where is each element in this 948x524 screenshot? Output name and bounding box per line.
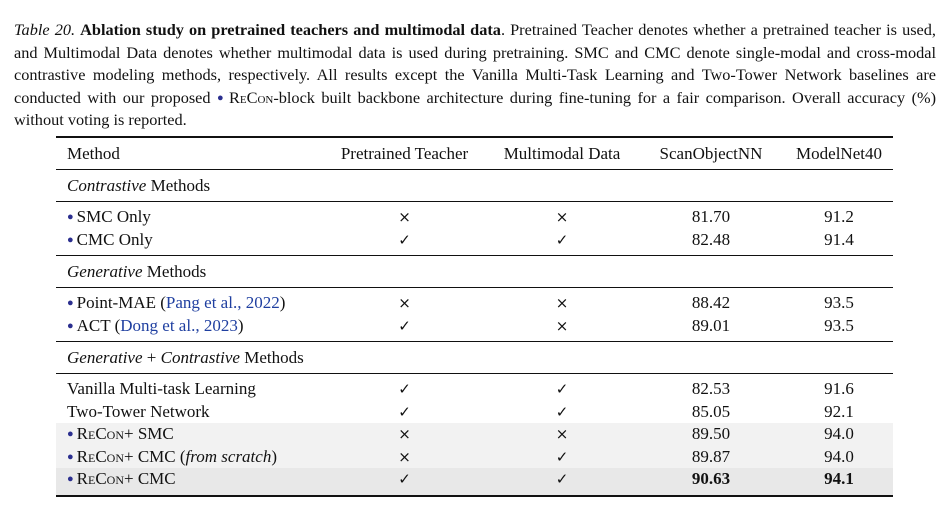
section-label bbox=[56, 170, 893, 202]
modelnet40-value: 94.0 bbox=[785, 446, 893, 469]
section-italic: Contrastive bbox=[160, 348, 240, 367]
modelnet40-value: 91.6 bbox=[824, 379, 854, 398]
method-name: Two-Tower Network bbox=[67, 401, 210, 421]
citation-link[interactable]: Dong et al., 2023 bbox=[120, 315, 238, 335]
check-icon: ✓ bbox=[555, 402, 569, 421]
modelnet40-value: 91.2 bbox=[824, 207, 854, 226]
method-name: Vanilla Multi-task Learning bbox=[67, 379, 256, 398]
cross-icon: × bbox=[322, 446, 487, 469]
method-name: SMC Only bbox=[76, 207, 151, 226]
method-name: CMC Only bbox=[76, 229, 153, 249]
table-row bbox=[56, 423, 893, 446]
header-method: Method bbox=[67, 144, 120, 163]
method-cell bbox=[56, 229, 322, 256]
method-cell bbox=[56, 202, 322, 229]
section-italic: Generative bbox=[67, 348, 143, 367]
scanobjectnn-value: 82.53 bbox=[691, 379, 731, 398]
cross-icon: × bbox=[555, 208, 569, 226]
check-icon: ✓ bbox=[555, 230, 569, 249]
method-cell bbox=[56, 315, 322, 342]
bullet-icon: ● bbox=[67, 233, 74, 246]
section-contrastive bbox=[56, 170, 893, 202]
bullet-icon: ● bbox=[67, 211, 74, 223]
cross-icon: × bbox=[398, 208, 411, 226]
table-row bbox=[56, 401, 893, 424]
header-multimodal: Multimodal Data bbox=[503, 144, 621, 163]
check-icon: ✓ bbox=[398, 402, 411, 421]
header-modelnet40: ModelNet40 bbox=[796, 144, 882, 163]
recon-name: ReCon bbox=[76, 446, 124, 466]
header-teacher: Pretrained Teacher bbox=[340, 144, 469, 163]
ablation-table bbox=[56, 136, 893, 497]
bullet-icon: ● bbox=[67, 450, 74, 463]
modelnet40-value: 94.0 bbox=[785, 423, 893, 446]
citation-link[interactable]: Pang et al., 2022 bbox=[165, 293, 280, 312]
check-icon: ✓ bbox=[487, 468, 637, 496]
section-italic: Contrastive bbox=[67, 176, 147, 195]
scanobjectnn-value: 89.50 bbox=[637, 423, 785, 446]
bullet-icon: ● bbox=[67, 428, 74, 440]
table-row bbox=[56, 374, 893, 401]
recon-name: ReCon bbox=[76, 469, 124, 488]
cross-icon: × bbox=[398, 294, 411, 312]
section-label bbox=[56, 342, 893, 374]
cross-icon: × bbox=[487, 423, 637, 446]
method-name: + SMC bbox=[124, 424, 174, 443]
section-plus: + bbox=[142, 348, 161, 367]
section-italic: Generative bbox=[67, 262, 143, 281]
check-icon: ✓ bbox=[487, 446, 637, 469]
method-cell bbox=[56, 288, 322, 315]
check-icon: ✓ bbox=[398, 316, 411, 335]
method-close: ) bbox=[237, 315, 244, 335]
check-icon: ✓ bbox=[555, 380, 569, 398]
cross-icon: × bbox=[322, 423, 487, 446]
scanobjectnn-value: 88.42 bbox=[691, 293, 731, 312]
table-row bbox=[56, 229, 893, 256]
table-row bbox=[56, 468, 893, 496]
scanobjectnn-value: 85.05 bbox=[691, 401, 731, 421]
bullet-icon: ● bbox=[67, 319, 74, 332]
table-row bbox=[56, 202, 893, 229]
section-generative-contrastive bbox=[56, 342, 893, 374]
method-cell bbox=[56, 423, 322, 446]
caption-label: Table 20. bbox=[14, 20, 76, 39]
section-rest: Methods bbox=[239, 348, 304, 367]
section-rest: Methods bbox=[146, 176, 211, 195]
modelnet40-value: 93.5 bbox=[824, 293, 854, 312]
check-icon: ✓ bbox=[398, 380, 411, 398]
bullet-icon: ● bbox=[217, 91, 227, 104]
section-label bbox=[56, 256, 893, 288]
caption-title: Ablation study on pretrained teachers and multimodal data bbox=[80, 20, 501, 39]
method-italic: from scratch bbox=[185, 446, 272, 466]
method-name: Point-MAE ( bbox=[76, 293, 166, 312]
modelnet40-value: 91.4 bbox=[824, 229, 854, 249]
modelnet40-value: 92.1 bbox=[824, 401, 854, 421]
caption-text-2: -block built backbone architecture during fine-tuning for a fair comparison. Overall accuracy (%) without voting is reported. bbox=[14, 87, 936, 129]
section-generative bbox=[56, 256, 893, 288]
method-close: ) bbox=[279, 293, 286, 312]
scanobjectnn-value: 82.48 bbox=[691, 229, 731, 249]
table-caption bbox=[14, 19, 936, 132]
check-icon: ✓ bbox=[322, 468, 487, 496]
section-rest: Methods bbox=[142, 262, 207, 281]
table-row bbox=[56, 288, 893, 315]
check-icon: ✓ bbox=[398, 230, 411, 249]
recon-name: ReCon bbox=[76, 424, 124, 443]
scanobjectnn-value: 89.87 bbox=[637, 446, 785, 469]
scanobjectnn-value: 81.70 bbox=[691, 207, 731, 226]
scanobjectnn-value: 89.01 bbox=[691, 315, 731, 335]
method-name: ACT ( bbox=[76, 315, 121, 335]
modelnet40-value: 94.1 bbox=[785, 468, 893, 496]
bullet-icon: ● bbox=[67, 297, 74, 309]
header-row bbox=[56, 137, 893, 170]
cross-icon: × bbox=[555, 316, 569, 335]
method-name: + CMC ( bbox=[124, 446, 186, 466]
caption-text-1: . Pretrained Teacher denotes whether a pretrained teacher is used, and Multimodal Data denotes whether multimodal data is used during pretraining. SMC and CMC denote single-modal and cross-modal contrastive modeling methods, respectively. All results except the Vanilla Multi-Task Learning and Two-Tower Network baselines are conducted with our proposed bbox=[14, 20, 936, 107]
header-scanobjectnn: ScanObjectNN bbox=[659, 144, 763, 163]
modelnet40-value: 93.5 bbox=[824, 315, 854, 335]
scanobjectnn-value: 90.63 bbox=[637, 468, 785, 496]
table-row bbox=[56, 446, 893, 469]
method-cell bbox=[56, 468, 322, 496]
cross-icon: × bbox=[555, 294, 569, 312]
bullet-icon: ● bbox=[67, 473, 74, 485]
method-close: ) bbox=[271, 446, 277, 466]
table-row bbox=[56, 315, 893, 342]
method-name: + CMC bbox=[124, 469, 176, 488]
method-cell bbox=[56, 446, 322, 469]
caption-recon: ReCon bbox=[229, 87, 274, 107]
